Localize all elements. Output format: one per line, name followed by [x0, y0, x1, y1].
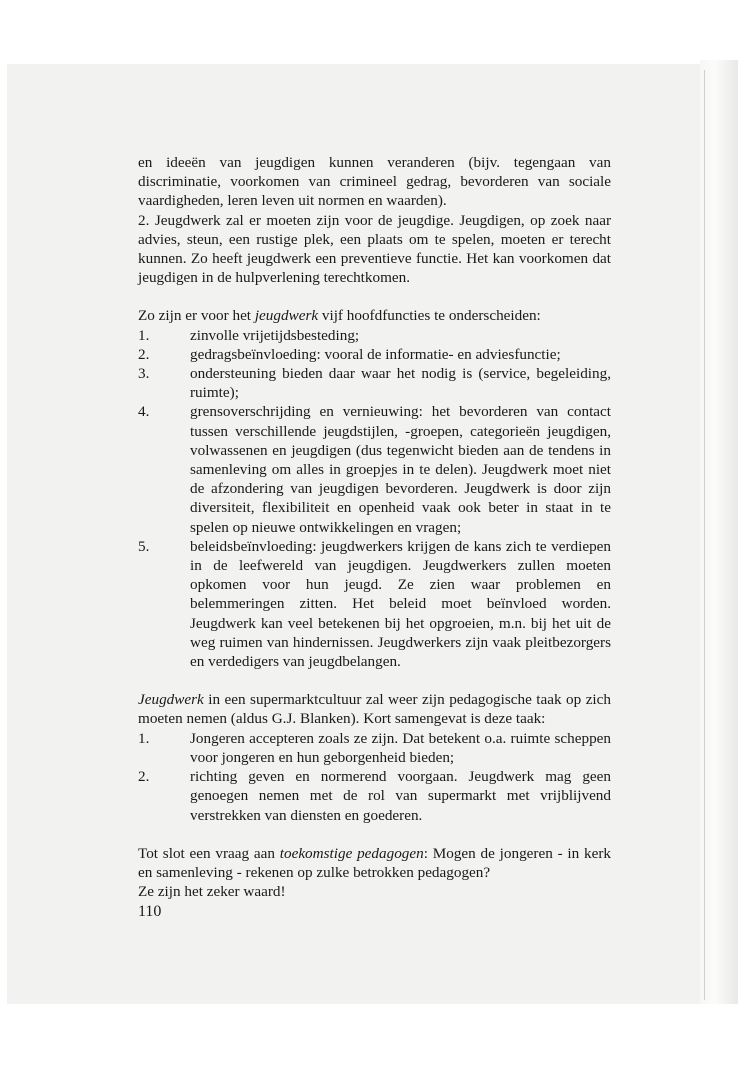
list-item-number: 4.: [138, 403, 150, 421]
paragraph-gap: [138, 287, 611, 306]
list-item-text: grensoverschrijding en vernieuwing: het bevorderen van contact tussen verschillende jeugdstijlen, -groepen, categorieën jeugdigen, volwassenen en jeugdigen (dus tegenwicht bieden aan de tendens in samenleving om alles in groepjes in te delen). Jeugdwerk moet niet de afzondering van jeugdigen bevorderen. Jeugdwerk is door zijn diversiteit, flexibiliteit en openheid vaak ook beter in staat in te spelen op nieuwe ontwikkelingen en vragen;: [190, 403, 611, 536]
closing-emphasis: toekomstige pedagogen: [279, 844, 424, 862]
list-item-number: 2.: [138, 345, 150, 363]
functions-intro-after: vijf hoofdfuncties te onderscheiden:: [318, 307, 541, 325]
list-item: [138, 345, 611, 364]
list-item-text: beleidsbeïnvloeding: jeugdwerkers krijgen de kans zich te verdiepen in de leefwereld van jeugdigen. Jeugdwerkers zullen moeten opkomen voor hun jeugd. Ze zien waar problemen en belemmeringen zitten. Het beleid moet beïnvloed worden. Jeugdwerk kan veel betekenen bij het opgroeien, m.n. bij het uit de weg ruimen van hindernissen. Jeugdwerkers zijn vaak pleitbezorgers en verdedigers van jeugdbelangen.: [190, 537, 611, 671]
page-edge: [700, 60, 738, 1004]
list-item: [138, 767, 611, 825]
list-item: [138, 402, 611, 536]
supermarket-after: in een supermarktcultuur zal weer zijn pedagogische taak op zich moeten nemen (aldus G.J. Blanken). Kort samengevat is deze taak:: [138, 691, 611, 728]
list-item-text: ondersteuning bieden daar waar het nodig is (service, begeleiding, ruimte);: [190, 365, 611, 402]
functions-intro: [138, 306, 611, 325]
list-item-number: 3.: [138, 365, 150, 383]
page-number: 110: [138, 903, 162, 920]
list-item: [138, 537, 611, 671]
list-item-number: 1.: [138, 729, 150, 747]
body-text: [138, 153, 611, 901]
list-item: [138, 364, 611, 402]
list-item: [138, 729, 611, 767]
closing-last-line: Ze zijn het zeker waard!: [138, 883, 286, 901]
list-item-text: zinvolle vrijetijdsbesteding;: [190, 326, 360, 344]
list-item-number: 2.: [138, 768, 150, 786]
intro-paragraph: en ideeën van jeugdigen kunnen veranderen (bijv. tegengaan van discriminatie, voorkomen van crimineel gedrag, bevorderen van sociale vaardigheden, leren leven uit normen en waarden).: [138, 154, 611, 210]
closing-paragraph: [138, 844, 611, 882]
paragraph-gap: [138, 671, 611, 690]
list-item-text: Jongeren accepteren zoals ze zijn. Dat betekent o.a. ruimte scheppen voor jongeren en hun geborgenheid bieden;: [190, 729, 611, 766]
page-edge-line: [704, 70, 705, 1000]
closing-after: : Mogen de jongeren - in kerk en samenleving - rekenen op zulke betrokken pedagogen?: [138, 844, 611, 881]
supermarket-paragraph: [138, 690, 611, 728]
closing-before: Tot slot een vraag aan: [138, 844, 280, 862]
list-item: [138, 326, 611, 345]
list-item-number: 1.: [138, 326, 150, 344]
paragraph-gap: [138, 825, 611, 844]
functions-intro-before: Zo zijn er voor het: [138, 307, 255, 325]
list-item-text: gedragsbeïnvloeding: vooral de informatie- en adviesfunctie;: [190, 345, 561, 363]
list-item-number: 5.: [138, 537, 150, 555]
point-two-paragraph: 2. Jeugdwerk zal er moeten zijn voor de jeugdige. Jeugdigen, op zoek naar advies, steun, een rustige plek, een plaats om te spelen, moeten er terecht kunnen. Zo heeft jeugdwerk een preventieve functie. Het kan voorkomen dat jeugdigen in de hulpverlening terechtkomen.: [138, 211, 611, 287]
functions-intro-emphasis: jeugdwerk: [254, 307, 319, 325]
supermarket-emphasis: Jeugdwerk: [138, 691, 204, 709]
list-item-text: richting geven en normerend voorgaan. Jeugdwerk mag geen genoegen nemen met de rol van supermarkt met vrijblijvend verstrekken van diensten en goederen.: [190, 768, 611, 824]
